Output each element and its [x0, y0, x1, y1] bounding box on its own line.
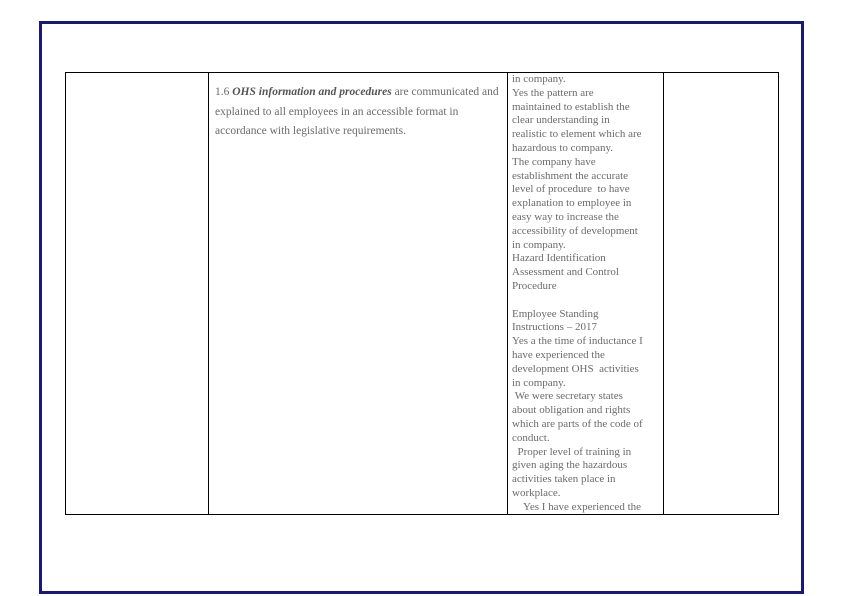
evidence-line [512, 294, 660, 308]
evidence-line: explanation to employee in [512, 197, 632, 210]
evidence-line: have experienced the [512, 348, 605, 361]
evidence-line: in company. [512, 73, 566, 85]
evidence-line: conduct. [512, 431, 550, 444]
evidence-line: Employee Standing [512, 307, 599, 320]
evidence-line: workplace. [512, 486, 561, 499]
evidence-line: realistic to element which are [512, 128, 642, 141]
criteria-number: 1.6 [215, 86, 230, 98]
evidence-line: clear understanding in [512, 114, 610, 127]
evidence-line: given aging the hazardous [512, 459, 628, 472]
evidence-line: Procedure [512, 279, 557, 292]
evidence-line: establishment the accurate [512, 169, 629, 182]
evidence-line: Assessment and Control [512, 266, 619, 279]
criteria-rest: are communicated and explained to all employees in an accessible format in accordance with legislative requirements. [215, 86, 499, 137]
evidence-line: about obligation and rights [512, 404, 631, 417]
evidence-line: in company. [512, 238, 566, 251]
table-cell-criteria [209, 73, 508, 515]
evidence-line: activities taken place in [512, 473, 616, 486]
evidence-line: Yes I have experienced the [512, 500, 642, 513]
evidence-line: Yes the pattern are [512, 86, 594, 99]
evidence-line: in company. [512, 376, 566, 389]
evidence-line: Hazard Identification [512, 252, 606, 265]
table-cell-evidence [508, 73, 664, 515]
evidence-line: easy way to increase the [512, 210, 619, 223]
table-row [66, 73, 779, 515]
evidence-line: which are parts of the code of [512, 417, 643, 430]
evidence-line: accessibility of development [512, 224, 638, 237]
evidence-line: level of procedure to have [512, 183, 630, 196]
evidence-line: development OHS activities [512, 362, 639, 375]
evidence-line: The company have [512, 155, 596, 168]
criteria-emphasis: OHS information and procedures [232, 86, 392, 98]
table-cell-empty-last [664, 73, 779, 515]
evidence-text [508, 73, 663, 514]
criteria-text [209, 73, 507, 142]
evidence-line: maintained to establish the [512, 100, 630, 113]
evidence-line: Proper level of training in [512, 445, 632, 458]
evidence-line: Yes a the time of inductance I [512, 335, 643, 348]
evidence-line: We were secretary states [512, 390, 623, 403]
assessment-table [65, 72, 779, 515]
evidence-line: Instructions – 2017 [512, 321, 597, 334]
table-cell-empty-first [66, 73, 209, 515]
evidence-line: hazardous to company. [512, 141, 614, 154]
